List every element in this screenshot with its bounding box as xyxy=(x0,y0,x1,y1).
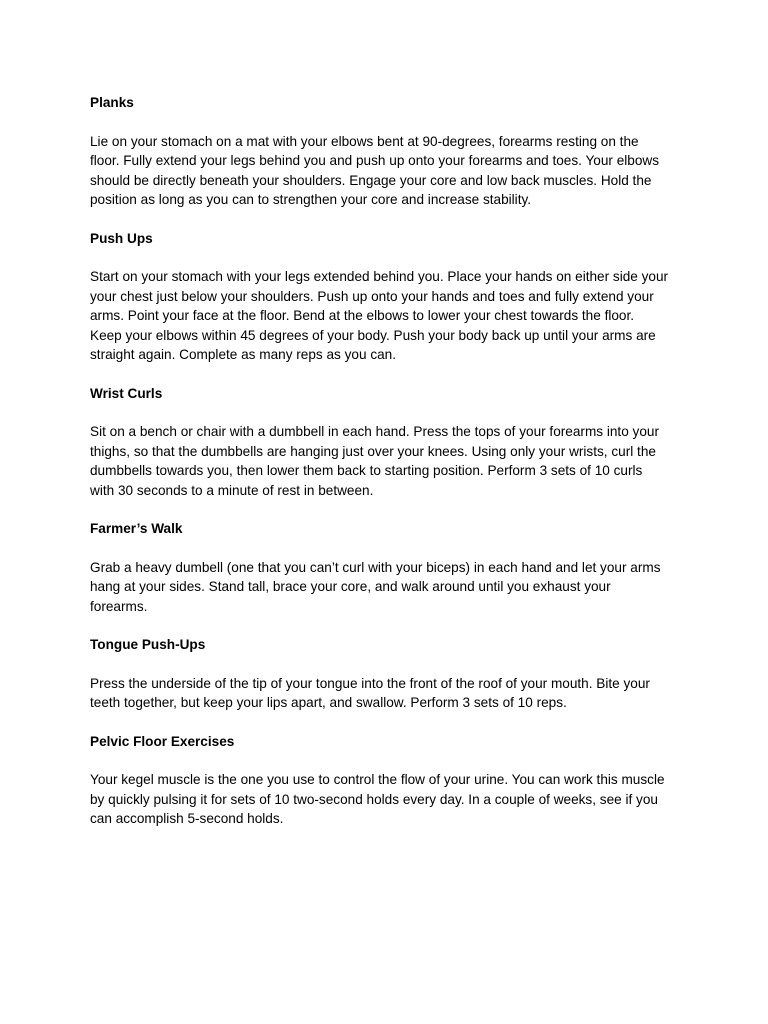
section-body xyxy=(90,558,690,617)
text-line: Lie on your stomach on a mat with your elbows bent at 90-degrees, forearms resting on the xyxy=(90,133,639,149)
text-line: by quickly pulsing it for sets of 10 two-second holds every day. In a couple of weeks, see if you xyxy=(90,791,658,807)
document-page xyxy=(90,93,690,848)
text-line: teeth together, but keep your lips apart, and swallow. Perform 3 sets of 10 reps. xyxy=(90,695,567,710)
text-line: Start on your stomach with your legs extended behind you. Place your hands on either side your xyxy=(90,269,669,284)
section-heading: Planks xyxy=(90,95,134,110)
section-body xyxy=(90,132,690,210)
section-planks xyxy=(90,93,690,210)
section-pelvic-floor-exercises xyxy=(90,732,690,829)
text-line: straight again. Complete as many reps as you can. xyxy=(90,347,397,362)
section-body xyxy=(90,674,690,713)
text-line: can accomplish 5-second holds. xyxy=(90,811,284,826)
section-tongue-push-ups xyxy=(90,635,690,713)
text-line: Sit on a bench or chair with a dumbbell in each hand. Press the tops of your forearms into your xyxy=(90,424,659,439)
section-heading: Farmer’s Walk xyxy=(90,521,183,536)
text-line: forearms. xyxy=(90,598,148,614)
text-line: with 30 seconds to a minute of rest in between. xyxy=(90,482,374,498)
section-heading: Wrist Curls xyxy=(90,385,163,401)
text-line: should be directly beneath your shoulders. Engage your core and low back muscles. Hold the xyxy=(90,172,652,188)
section-wrist-curls xyxy=(90,384,690,501)
section-heading: Tongue Push-Ups xyxy=(90,637,206,652)
section-heading: Push Ups xyxy=(90,230,153,246)
text-line: thighs, so that the dumbbells are hanging just over your knees. Using only your wrists, curl the xyxy=(90,443,656,459)
section-body xyxy=(90,770,690,829)
text-line: Keep your elbows within 45 degrees of your body. Push your body back up until your arms are xyxy=(90,327,656,343)
text-line: Grab a heavy dumbell (one that you can’t curl with your biceps) in each hand and let your arms xyxy=(90,559,661,575)
section-body xyxy=(90,422,690,500)
text-line: dumbbells towards you, then lower them back to starting position. Perform 3 sets of 10 curls xyxy=(90,463,643,478)
section-heading: Pelvic Floor Exercises xyxy=(90,733,235,749)
text-line: Your kegel muscle is the one you use to control the flow of your urine. You can work this muscle xyxy=(90,772,665,787)
section-farmers-walk xyxy=(90,519,690,616)
text-line: position as long as you can to strengthen your core and increase stability. xyxy=(90,192,532,207)
text-line: Press the underside of the tip of your tongue into the front of the roof of your mouth. Bite your xyxy=(90,675,650,691)
text-line: your chest just below your shoulders. Push up onto your hands and toes and fully extend your xyxy=(90,288,654,304)
text-line: arms. Point your face at the floor. Bend at the elbows to lower your chest towards the floor. xyxy=(90,308,635,323)
text-line: hang at your sides. Stand tall, brace your core, and walk around until you exhaust your xyxy=(90,579,611,594)
text-line: floor. Fully extend your legs behind you and push up onto your forearms and toes. Your elbows xyxy=(90,153,660,168)
section-push-ups xyxy=(90,229,690,365)
section-body xyxy=(90,267,690,365)
